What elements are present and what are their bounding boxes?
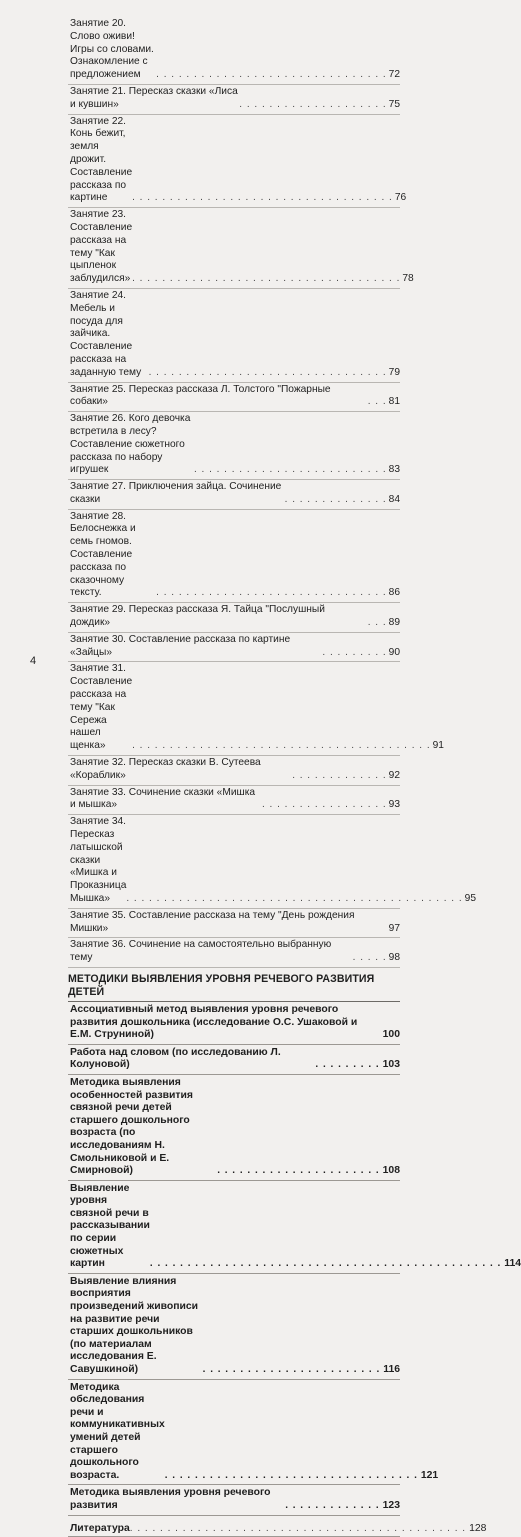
leader-dots: . . . . . . . . . . . . . . . . . . . . . . . . . . . . . . . xyxy=(156,69,387,81)
toc-entry-page: 90 xyxy=(388,646,400,658)
toc-entry-title: Занятие 24. Мебель и посуда для зайчика. Составление рассказа на заданную тему xyxy=(70,289,142,378)
toc-entry xyxy=(68,412,400,480)
toc-entry-title: Занятие 25. Пересказ рассказа Л. Толстого "Пожарные собаки» xyxy=(70,383,331,408)
toc-entry-page: 72 xyxy=(388,69,400,81)
toc-entry xyxy=(68,17,400,85)
leader-dots: . . . . . . . . . . . . . . . . . . . . . . . . . . . . . . . xyxy=(156,587,387,599)
toc-entry xyxy=(68,383,400,413)
leader-dots: . . . . . . . . . . . . . . . . . . . . . . . . . . . . . . . . . . . . . . . . . . . . . xyxy=(126,893,463,904)
methods-list xyxy=(68,1002,521,1516)
toc-entry xyxy=(68,909,400,939)
method-entry-title: Методика обследования речи и коммуникативных умений детей старшего дошкольного возраста. xyxy=(70,1381,165,1481)
leader-dots: . . . . . . . . . xyxy=(322,646,387,658)
toc-entry-page: 95 xyxy=(464,893,476,904)
literature-page: 128 xyxy=(469,1522,487,1534)
toc-entry xyxy=(68,662,444,756)
toc-entry-page: 83 xyxy=(388,464,400,476)
toc-entry-page: 97 xyxy=(388,922,400,934)
leader-dots: . . . xyxy=(367,396,387,408)
leader-dots: . . . . . . . . . . . . . . . . . . . . xyxy=(239,98,387,110)
toc-entry-title: Занятие 30. Составление рассказа по картине «Зайцы» xyxy=(70,633,291,658)
method-entry xyxy=(68,1075,400,1181)
leader-dots: . . . . . . . . . . . . . . . . . . . . . . . . . . . . . . . . xyxy=(148,366,387,378)
toc-entry-page: 86 xyxy=(388,587,400,599)
method-entry-title: Методика выявления особенностей развития связной речи детей старшего дошкольного возраста (по исследованиям Н. Смольниковой и Е. Смирновой) xyxy=(70,1076,193,1177)
leader-dots: . . . . . . . . . xyxy=(315,1059,380,1071)
leader-dots: . . . . . . . . . . . . . . . . . . . . . . . . xyxy=(202,1364,381,1376)
leader-dots: . . . . . . . . . . . . . . . . . xyxy=(261,799,387,811)
toc-entry-page: 92 xyxy=(388,769,400,781)
method-entry xyxy=(68,1002,400,1045)
toc-entry-page: 91 xyxy=(432,740,444,752)
method-entry xyxy=(68,1485,400,1515)
toc-entry-title: Занятие 31. Составление рассказа на тему "Как Сережа нашел щенка» xyxy=(70,663,133,752)
toc-entry xyxy=(68,786,400,816)
leader-dots: . . . . . . . . . . . . . xyxy=(292,769,387,781)
method-entry-page: 103 xyxy=(382,1059,400,1071)
method-entry-title: Работа над словом (по исследованию Л. Колуновой) xyxy=(70,1046,281,1071)
leader-dots: . . . . . . . . . . . . . . . . . . . . . . . . . . . . . . . . . . . . . . . . xyxy=(132,740,431,752)
toc-entry-page: 76 xyxy=(394,192,407,204)
toc-entry-title: Занятие 26. Кого девочка встретила в лесу? Составление сюжетного рассказа по набору игрушек xyxy=(70,413,191,476)
toc-entry-title: Занятие 28. Белоснежка и семь гномов. Составление рассказа по сказочному тексту. xyxy=(70,510,136,599)
toc-entry-title: Занятие 21. Пересказ сказки «Лиса и кувшин» xyxy=(70,85,238,110)
leader-dots: . . . . . . . . . . . . . . . . . . . . . . . . . . . . . . . . . . . xyxy=(132,192,393,204)
literature-title: Литература xyxy=(70,1522,130,1534)
toc-entry-page: 81 xyxy=(388,396,400,408)
toc-entry xyxy=(68,480,400,510)
toc-entry-page: 98 xyxy=(388,952,400,964)
method-entry-page: 116 xyxy=(383,1364,400,1376)
toc-entry-page: 84 xyxy=(388,493,400,505)
toc-entry-title: Занятие 34. Пересказ латышской сказки «Мишка и Проказница Мышка» xyxy=(70,816,127,904)
toc-entry-title: Занятие 32. Пересказ сказки В. Сутеева «Кораблик» xyxy=(70,757,261,781)
toc-entry xyxy=(68,115,407,209)
toc-entry xyxy=(68,85,400,115)
toc-entry-title: Занятие 36. Сочинение на самостоятельно выбранную тему xyxy=(70,939,332,964)
toc-entry-title: Занятие 27. Приключения зайца. Сочинение сказки xyxy=(70,481,282,505)
leader-dots: . . . . . . . . . . . . . . . . . . . . . . . . . . . . . . . . . . . . . . . . . . . . . xyxy=(129,1522,467,1534)
method-entry-page: 100 xyxy=(382,1029,400,1041)
method-entry-page: 123 xyxy=(382,1499,400,1511)
leader-dots: . . . xyxy=(367,617,387,629)
leader-dots: . . . . . xyxy=(352,952,387,964)
leader-dots: . . . . . . . . . . . . . . . . . . . . . . xyxy=(217,1165,380,1177)
table-of-contents xyxy=(68,17,521,1537)
toc-entry-page: 79 xyxy=(388,366,400,378)
lesson-list xyxy=(68,17,476,968)
method-entry-page: 108 xyxy=(382,1165,400,1177)
toc-entry xyxy=(68,289,400,383)
leader-dots: . . . . . . . . . . . . . . . . . . . . . . . . . . . . . . . . . . . . . . . . . . . . . . . xyxy=(149,1258,502,1270)
toc-entry-page: 78 xyxy=(402,273,414,285)
method-entry-page: 121 xyxy=(420,1469,439,1481)
toc-entry xyxy=(68,633,400,663)
method-entry xyxy=(68,1045,400,1075)
toc-entry-title: Занятие 20. Слово оживи! Игры со словами. Ознакомление с предложением xyxy=(70,18,154,81)
method-entry xyxy=(68,1181,521,1274)
method-entry-page: 114 xyxy=(504,1258,521,1270)
leader-dots: . . . . . . . . . . . . . . . . . . . . . . . . . . xyxy=(193,464,387,476)
toc-entry-title: Занятие 22. Конь бежит, земля дрожит. Составление рассказа по картине xyxy=(70,115,133,204)
method-entry-title: Выявление уровня связной речи в рассказывании по серии сюжетных картин xyxy=(70,1182,150,1270)
leader-dots: . . . . . . . . . . . . . xyxy=(285,1499,380,1511)
method-entry xyxy=(68,1274,400,1380)
toc-entry-title: Занятие 33. Сочинение сказки «Мишка и мышка» xyxy=(70,786,256,811)
toc-entry-title: Занятие 35. Составление рассказа на тему "День рождения Мишки» xyxy=(70,909,355,934)
toc-entry xyxy=(68,938,400,968)
toc-entry xyxy=(68,603,400,633)
section-heading: МЕТОДИКИ ВЫЯВЛЕНИЯ УРОВНЯ РЕЧЕВОГО РАЗВИТИЯ ДЕТЕЙ xyxy=(68,970,400,1002)
page-number: 4 xyxy=(30,655,37,667)
toc-entry xyxy=(68,208,414,289)
toc-entry xyxy=(68,815,476,909)
toc-entry-title: Занятие 23. Составление рассказа на тему "Как цыпленок заблудился» xyxy=(70,209,133,285)
toc-entry-page: 93 xyxy=(388,799,400,811)
literature-entry xyxy=(68,1521,487,1537)
toc-entry-page: 89 xyxy=(388,617,400,629)
toc-entry-page: 75 xyxy=(388,98,400,110)
method-entry-title: Ассоциативный метод выявления уровня речевого развития дошкольника (исследование О.С. Ушаковой и Е.М. Струниной) xyxy=(70,1003,358,1041)
toc-entry xyxy=(68,510,400,604)
leader-dots: . . . . . . . . . . . . . . . . . . . . . . . . . . . . . . . . . . . . xyxy=(132,273,401,285)
leader-dots: . . . . . . . . . . . . . . xyxy=(284,493,387,505)
method-entry-title: Методика выявления уровня речевого развития xyxy=(70,1487,271,1511)
method-entry xyxy=(68,1380,439,1486)
method-entry-title: Выявление влияния восприятия произведений живописи на развитие речи старших дошкольников (по материалам исследования Е. Савушкиной) xyxy=(70,1275,199,1376)
toc-entry xyxy=(68,756,400,786)
toc-entry-title: Занятие 29. Пересказ рассказа Я. Тайца "Послушный дождик» xyxy=(70,604,325,629)
leader-dots: . . . . . . . . . . . . . . . . . . . . . . . . . . . . . . . . . . xyxy=(164,1469,418,1481)
